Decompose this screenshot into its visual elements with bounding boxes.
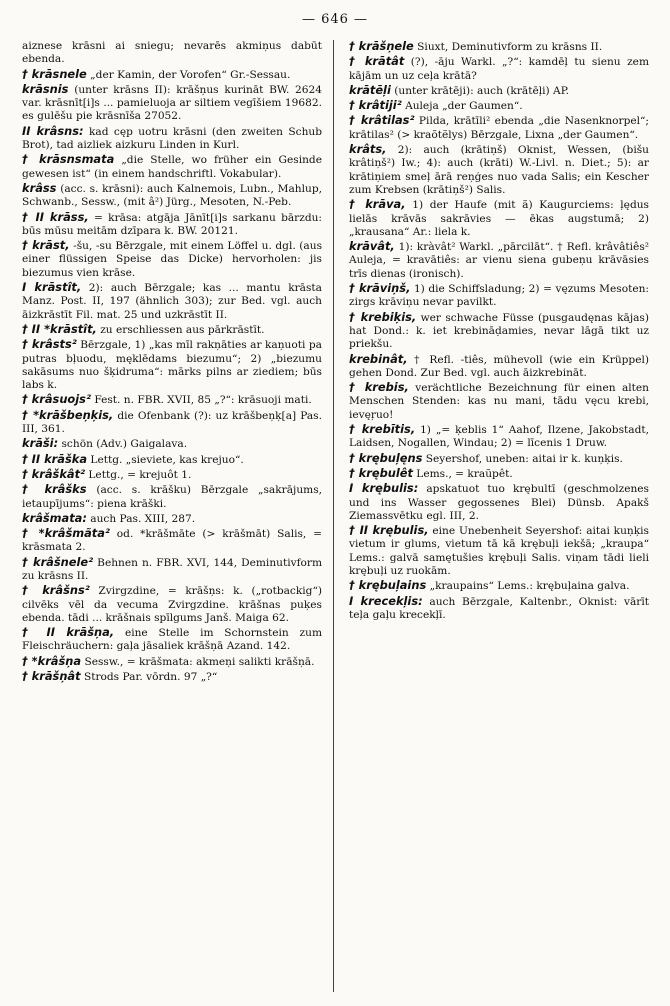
entry-headword: † krāšņele: [349, 39, 414, 53]
entry-text: 1) der Haufe (mit ã) Kaugurciems: ļędus lielās krāvās sakrāvies — ēkas augstumā; 2) „krausana“ Ar.: liela k.: [349, 199, 649, 238]
entry-headword: † krâškât²: [22, 466, 86, 481]
entry-headword: † II krāss,: [22, 209, 89, 224]
entry-headword: † krębulêt: [349, 465, 413, 480]
entry-headword: I krāstît,: [22, 280, 82, 295]
entry-headword: † *krāšbeņķis,: [22, 407, 114, 422]
entry-headword: † krębuļęns: [349, 450, 423, 465]
entry-text: Behnen n. FBR. XVI, 144, Deminutivform zu krāsns II.: [22, 556, 322, 582]
entry-text: aiznese krāsni ai sniegu; nevarēs akmiņus dabūt ebenda.: [22, 40, 322, 66]
entry-headword: krātēļi: [349, 82, 391, 97]
dictionary-entry: [22, 409, 322, 437]
entry-text: Sessw., = krāšmata: akmeņi salikti krāšņā.: [84, 655, 315, 668]
dictionary-entry: [22, 556, 322, 584]
dictionary-entry: [22, 125, 322, 153]
entry-text: 2): auch (krātiņš) Oknist, Wessen, (bišu krâtiņš²) Iw.; 4): auch (krāti) W.-Livl. n. Diet.; 5): ar krātiņiem smeļ ārā reņģes nuo vada Salis; ein Kescher zum Krebsen (krātiņš²) Salis.: [349, 144, 649, 196]
entry-headword: † II krāška: [22, 451, 88, 466]
entry-text: verächtliche Bezeichnung für einen alten Menschen Stenden: kas nu mani, tādu vęcu krebi, ievęŗuo!: [349, 382, 649, 421]
entry-headword: † krâsts²: [22, 337, 77, 352]
dictionary-entry: [349, 55, 649, 83]
entry-headword: † krāsnsmata: [22, 152, 115, 167]
dictionary-entry: [22, 68, 322, 82]
entry-headword: † krāviņš,: [349, 281, 411, 296]
entry-headword: † krebis,: [349, 380, 409, 395]
dictionary-entry: [22, 393, 322, 407]
entry-text: Lems., = kraũpêt.: [416, 467, 513, 480]
entry-text: 1): kràvât² Warkl. „pārcilāt“. † Refl. krâvâtiês² Auleja, = kravātiês: ar vienu siena gubeņu krāvāsies trīs dienas (ironisch).: [349, 241, 649, 280]
entry-headword: krâts,: [349, 142, 387, 157]
dictionary-entry: [22, 182, 322, 210]
entry-headword: krâss: [22, 180, 57, 195]
entry-text: auch Bērzgale, Kaltenbr., Oknist: vārīt teļa gaļu krecekļī.: [349, 595, 649, 621]
entry-text: (?), -āju Warkl. „?“: kamdēļ tu sienu zem kājām un uz ceļa krātā?: [349, 56, 649, 82]
dictionary-entry: [22, 468, 322, 482]
entry-headword: † krâtilas²: [349, 113, 415, 128]
dictionary-entry: [22, 239, 322, 280]
entry-headword: † krâtiji²: [349, 98, 402, 113]
dictionary-entry: [349, 482, 649, 523]
entry-headword: krāši:: [22, 436, 59, 451]
dictionary-entry: [22, 655, 322, 669]
entry-headword: † krāst,: [22, 238, 70, 253]
entry-text: „kraupains“ Lems.: krębuļaina galva.: [429, 580, 630, 593]
entry-text: † Refl. -tiês, mühevoll (wie ein Krüppel) gehen Dond. Zur Bed. vgl. auch āizkrebināt.: [349, 353, 649, 379]
entry-text: -šu, -su Bērzgale, mit einem Löffel u. dgl. (aus einer flüssigen Speise das Dicke) hervorholen: jis biezumus vien krāse.: [22, 240, 323, 279]
entry-headword: † *krâšmãta²: [22, 526, 110, 541]
entry-text: schön (Adv.) Gaigalava.: [61, 438, 188, 451]
entry-text: (unter krātēji): auch (krātēļi) AP.: [394, 84, 570, 97]
entry-text: Pilda, krātīli² ebenda „die Nasenknorpel“; krātilas² (> kraõtẽlys) Bērzgale, Lixna „der Gaumen“.: [349, 115, 650, 141]
entry-text: (unter krāsns II): krāšņus kurināt BW. 2624 var. krāsnīt[i]s ... pamieluoja ar siltiem vegīšiem 19682. es gulēšu pie krāsnīša 27052.: [22, 83, 323, 123]
dictionary-entry: [349, 40, 649, 54]
entry-headword: † krâsuojs²: [22, 392, 91, 407]
entry-headword: II krâsns:: [22, 123, 84, 138]
dictionary-entry: [22, 338, 322, 392]
entry-text: Lettg., = krejuôt 1.: [88, 468, 192, 481]
dictionary-entry: [22, 670, 322, 684]
entry-headword: † krāsnele: [22, 66, 87, 81]
entry-text: Strods Par. vōrdn. 97 „?“: [83, 671, 218, 684]
entry-text: zu erschliessen aus pārkrāstīt.: [100, 323, 265, 336]
dictionary-entry: [349, 311, 649, 352]
dictionary-entry: [22, 211, 322, 239]
entry-text: Zvirgzdine, = krāšņs: k. („rotbackig“) cilvēks vēl da vecuma Zvirgzdine. krāšnas puķes ebenda. tādi ... krāšnais spīlgums Janš. Maiga 62.: [22, 585, 323, 624]
entry-text: od. *krāšmāte (> krāšmāt) Salis, = krāsmata 2.: [22, 528, 323, 554]
entry-text: auch Pas. XIII, 287.: [90, 512, 196, 525]
entry-text: 2): auch Bērzgale; kas ... mantu krāsta Manz. Post. II, 197 (ähnlich 303); zur Bed. vgl. auch āizkrāstīt Fil. mat. 25 und uzkrāstīt II.: [22, 282, 322, 321]
dictionary-entry: [22, 281, 322, 322]
left-column: [22, 40, 322, 685]
entry-headword: † krebiķis,: [349, 309, 417, 324]
dictionary-entry: [349, 381, 649, 422]
entry-text: Bērzgale, 1) „kas mīl rakņāties ar kaņuoti pa putras bļuodu, męklēdams biezumu“; 2) „biezumu sakāsums nuo šķidruma“: mārks pilns ar ziediem; būs labs k.: [22, 339, 322, 392]
dictionary-entry: [22, 512, 322, 526]
dictionary-entry: [22, 437, 322, 451]
dictionary-entry: [22, 153, 322, 181]
entry-headword: krāsnis: [22, 81, 69, 96]
dictionary-entry: [22, 527, 322, 555]
entry-headword: † II krāšņa,: [22, 625, 115, 640]
dictionary-entry: [22, 40, 322, 67]
entry-headword: † krātât: [349, 54, 405, 69]
dictionary-entry: [349, 595, 649, 623]
dictionary-entry: [349, 467, 649, 481]
dictionary-entry: [22, 453, 322, 467]
entry-headword: † krāšņât: [22, 669, 81, 684]
entry-text: (acc. s. krāsni): auch Kalnemois, Lubn., Mahlup, Schwanb., Sessw., (mit â²) Jürg., Mesoten, N.-Peb.: [22, 182, 322, 209]
entry-headword: I krębulis:: [349, 481, 419, 496]
entry-text: „die Stelle, wo früher ein Gesinde gewesen ist“ (in einem handschriftl. Vokabular).: [22, 154, 322, 180]
dictionary-entry: [22, 483, 322, 511]
entry-text: Auleja „der Gaumen“.: [405, 100, 523, 113]
dictionary-entry: [22, 83, 322, 124]
dictionary-entry: [349, 524, 649, 578]
entry-text: „der Kamin, der Vorofen“ Gr.-Sessau.: [90, 68, 291, 81]
column-divider: [333, 40, 334, 992]
dictionary-entry: [349, 353, 649, 381]
entry-headword: † krębuļains: [349, 578, 427, 593]
entry-headword: † krebītis,: [349, 422, 416, 437]
entry-headword: krāvât,: [349, 239, 395, 254]
dictionary-entry: [349, 240, 649, 281]
entry-headword: † II *krāstît,: [22, 321, 97, 336]
entry-headword: krebinât,: [349, 351, 408, 366]
dictionary-entry: [349, 423, 649, 451]
entry-text: 1) die Schiffsladung; 2) = vęzums Mesoten: zirgs krāviņu nevar pavilkt.: [349, 283, 649, 309]
entry-text: wer schwache Füsse (pusgaudęnas kājas) hat Dond.: k. iet krebināḍamies, nevar lāgā tikt uz priekšu.: [349, 311, 649, 351]
entry-headword: krâšmata:: [22, 510, 87, 525]
dictionary-entry: [22, 323, 322, 337]
dictionary-entry: [22, 626, 322, 654]
entry-text: eine Stelle im Schornstein zum Fleischräuchern: gaļa jāsaliek krāšņā Azand. 142.: [22, 627, 322, 653]
entry-headword: † krāva,: [349, 197, 406, 212]
dictionary-entry: [22, 584, 322, 625]
entry-text: 1) „= ķeblis 1“ Aahof, Ilzene, Jakobstadt, Laidsen, Nogallen, Windau; 2) = līcenis 1 Druw.: [349, 424, 650, 450]
dictionary-entry: [349, 84, 649, 98]
right-column: [349, 40, 649, 623]
dictionary-entry: [349, 198, 649, 239]
entry-headword: † krâšks: [22, 482, 87, 497]
entry-text: kad cęp uotru krāsni (den zweiten Schub Brot), tad aizliek aizkuru Linden in Kurl.: [22, 125, 322, 152]
entry-text: eine Unebenheit Seyershof: aitai kuņķis vietum ir glums, vietum tā kā krębuļi iekšā; „kraupa“ Lems.: galvā samętušies krębuļi Salis. viņam tādi lieli krębuļi uz ruokām.: [349, 525, 649, 577]
dictionary-entry: [349, 579, 649, 593]
entry-headword: † II krębulis,: [349, 523, 429, 538]
dictionary-entry: [349, 452, 649, 466]
entry-headword: † krâšns²: [22, 583, 90, 598]
entry-text: Siuxt, Deminutivform zu krāsns II.: [417, 41, 603, 53]
entry-text: die Ofenbank (?): uz krāšbeņķ[a] Pas. III, 361.: [22, 409, 322, 436]
dictionary-entry: [349, 282, 649, 310]
entry-headword: † krâšnele²: [22, 554, 94, 569]
entry-text: apskatuot tuo krębultī (geschmolzenes und ins Wasser gegossenes Blei) Dünsb. Apakš Ziemassvētku egl. III, 2.: [349, 483, 649, 522]
entry-text: (acc. s. krāšku) Bērzgale „sakrājums, ietaupījums“: piena krāški.: [22, 484, 322, 510]
entry-text: Fest. n. FBR. XVII, 85 „?“: krāsuoji mati.: [94, 394, 312, 407]
entry-headword: † *krâšņa: [22, 653, 82, 668]
dictionary-entry: [349, 99, 649, 113]
entry-text: = krāsa: atgāja Jānīt[i]s sarkanu bārzdu: būs mūsu meitām dzīpara k. BW. 20121.: [22, 211, 322, 237]
entry-text: Lettg. „sieviete, kas krejuo“.: [90, 453, 244, 466]
dictionary-entry: [349, 114, 649, 142]
entry-headword: I krecekļis:: [349, 593, 423, 608]
entry-text: Seyershof, uneben: aitai ir k. kuņķis.: [425, 452, 623, 465]
dictionary-entry: [349, 143, 649, 197]
page-number: — 646 —: [301, 12, 369, 27]
